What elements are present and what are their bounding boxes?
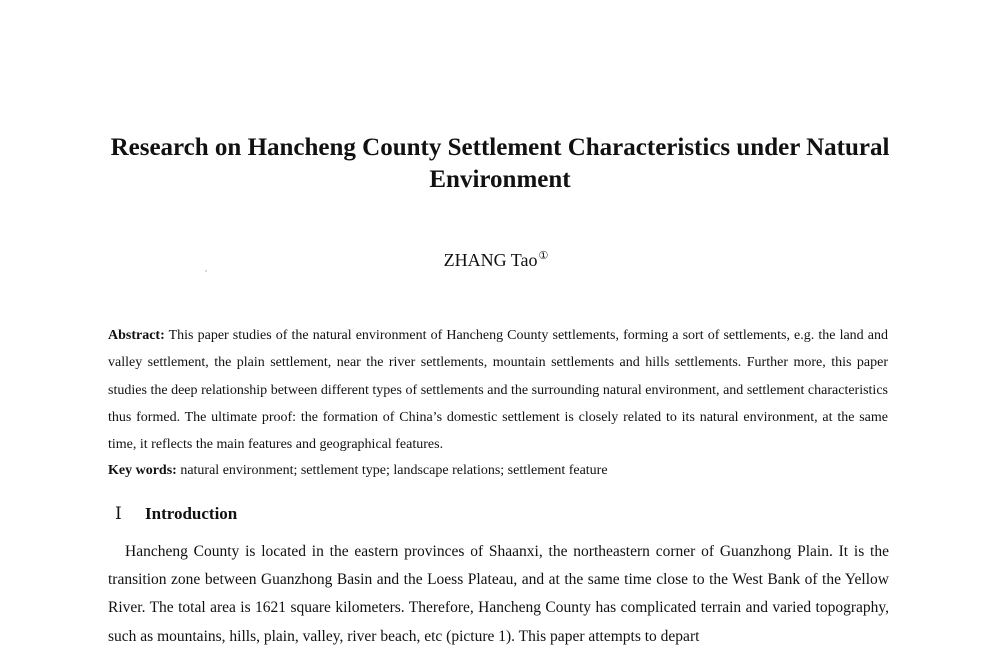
section-heading [115,501,237,527]
paper-title: Research on Hancheng County Settlement Characteristics under Natural Environment [110,134,890,193]
section-number: Ⅰ [115,504,122,523]
author-footnote-mark: ① [538,250,549,262]
keywords-label: Key words: [108,463,177,478]
keywords [108,459,888,483]
author-name: ZHANG Tao [443,250,538,270]
abstract [108,322,888,458]
section-title: Introduction [145,504,238,523]
abstract-label: Abstract: [108,328,165,343]
scan-speck [205,270,207,272]
intro-paragraph: Hancheng County is located in the eastern provinces of Shaanxi, the northeastern corner of Guanzhong Plain. It is the transition zone between Guanzhong Basin and the Loess Plateau, and at the same time close to the West Bank of the Yellow River. The total area is 1621 square kilometers. Therefore, Hancheng County has complicated terrain and varied topography, such as mountains, hills, plain, valley, river beach, etc (picture 1). This paper attempts to depart [108,543,889,645]
author-line [0,244,992,272]
abstract-text: This paper studies of the natural environment of Hancheng County settlements, forming a sort of settlements, e.g. the land and valley settlement, the plain settlement, near the river settlements, mountain settlements and hills settlements. Further more, this paper studies the deep relationship between different types of settlements and the surrounding natural environment, and settlement characteristics thus formed. The ultimate proof: the formation of China’s domestic settlement is closely related to its natural environment, at the same time, it reflects the main features and geographical features. [108,328,888,453]
keywords-text: natural environment; settlement type; landscape relations; settlement feature [176,463,608,478]
